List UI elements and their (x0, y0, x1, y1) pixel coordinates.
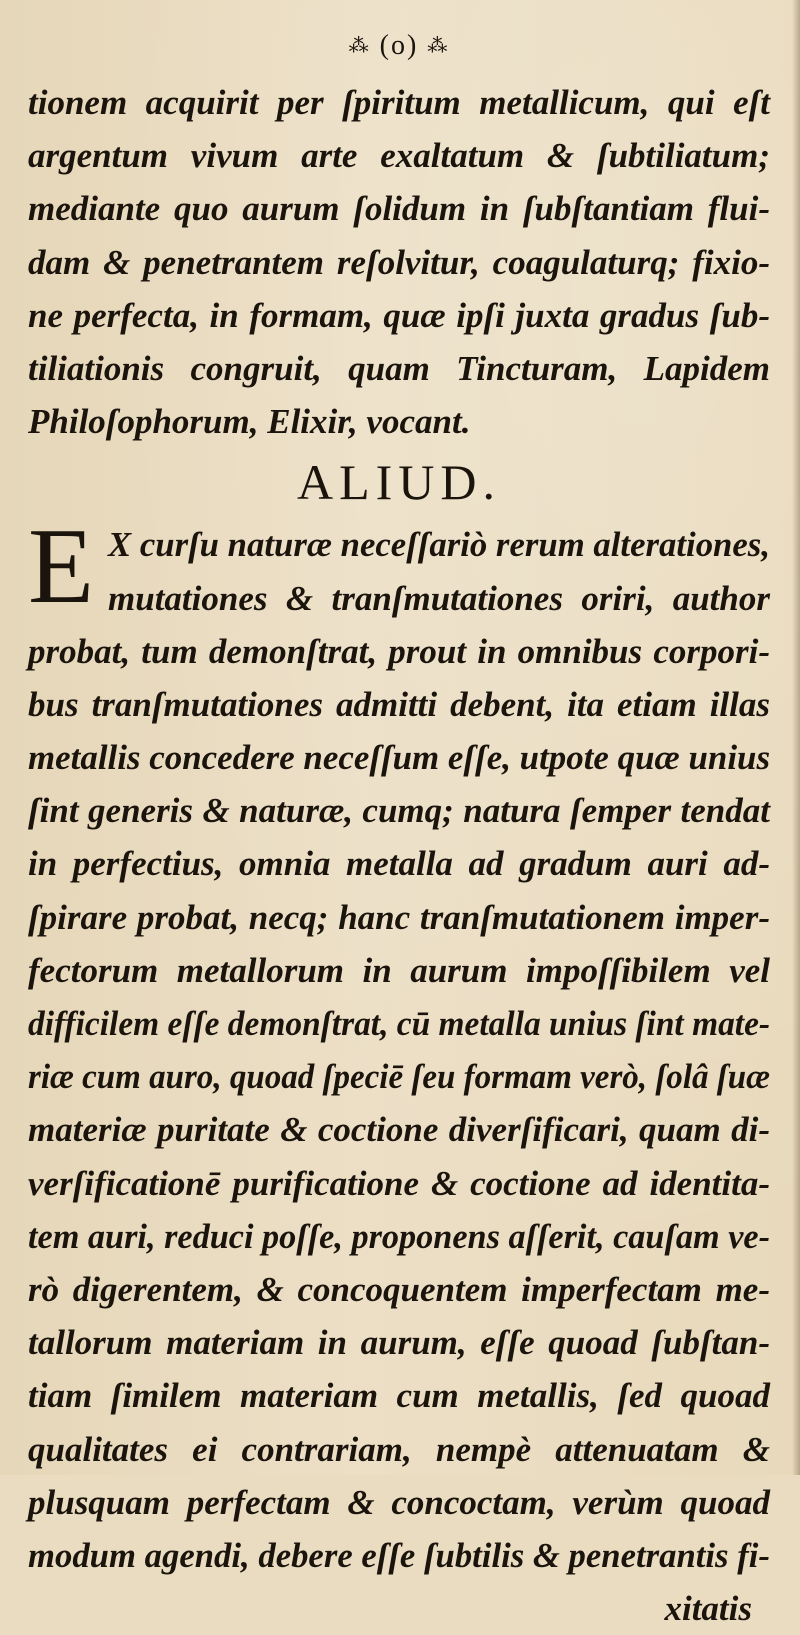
text-line: fectorum metallorum in aurum impoſſibilem vel (28, 950, 770, 990)
text-line: mediante quo aurum ſolidum in ſubſtantiam flui- (28, 189, 770, 229)
text-line: plusquam perfectam & concoctam, verùm quoad (28, 1482, 770, 1522)
text-line: modum agendi, debere eſſe ſubtilis & penetrantis fi- (28, 1535, 770, 1575)
text-line: argentum vivum arte exaltatum & ſubtiliatum; (28, 136, 770, 176)
text-line: dam & penetrantem reſolvitur, coagulaturq; fixio- (28, 242, 770, 282)
text-line: X curſu naturæ neceſſariò rerum alterationes, (108, 525, 770, 565)
text-line: ſint generis & naturæ, cumq; natura ſemper tendat (28, 791, 770, 831)
text-line: tiliationis congruit, quam Tincturam, Lapidem (28, 348, 770, 388)
text-line: tiam ſimilem materiam cum metallis, ſed quoad (28, 1376, 770, 1416)
page-edge-shadow (792, 0, 800, 1475)
drop-initial: E (28, 507, 94, 627)
paragraph-aliud (28, 507, 771, 1582)
paragraph-continuation (28, 76, 770, 448)
text-line: ſpirare probat, necq; hanc tranſmutationem imper- (28, 897, 770, 937)
text-line: materiæ puritate & coctione diverſificari, quam di- (28, 1110, 770, 1150)
text-line: verſificationē purificatione & coctione ad identita- (28, 1163, 770, 1203)
text-line: probat, tum demonſtrat, prout in omnibus corpori- (28, 631, 770, 671)
text-line: rò digerentem, & concoquentem imperfectam me- (28, 1269, 770, 1309)
text-line: metallis concedere neceſſum eſſe, utpote quæ unius (28, 738, 771, 778)
text-line: Philoſophorum, Elixir, vocant. (28, 402, 471, 442)
header-ornament-left: ⁂ (348, 35, 371, 57)
text-line: mutationes & tranſmutationes oriri, author (108, 578, 770, 618)
header-ornament-right: ⁂ (427, 35, 450, 57)
page-number: (o) (379, 30, 419, 61)
main-text (28, 76, 770, 1635)
section-heading: ALIUD. (296, 454, 502, 511)
text-line: tionem acquirit per ſpiritum metallicum, qui eſt (28, 83, 770, 122)
text-line: tem auri, reduci poſſe, proponens aſſerit, cauſam ve- (28, 1216, 771, 1256)
text-line: ne perfecta, in formam, quæ ipſi juxta gradus ſub- (28, 295, 770, 335)
text-line: tallorum materiam in aurum, eſſe quoad ſubſtan- (28, 1323, 770, 1363)
text-line: riæ cum auro, quoad ſpeciē ſeu formam verò, ſolâ ſuæ (28, 1057, 770, 1097)
page-header (28, 24, 770, 76)
text-line: bus tranſmutationes admitti debent, ita etiam illas (28, 684, 770, 724)
text-line: in perfectius, omnia metalla ad gradum auri ad- (28, 844, 770, 884)
catchword: xitatis (664, 1589, 752, 1629)
text-line: difficilem eſſe demonſtrat, cū metalla unius ſint mate- (28, 1004, 771, 1043)
text-line: qualitates ei contrariam, nempè attenuatam & (28, 1429, 770, 1469)
